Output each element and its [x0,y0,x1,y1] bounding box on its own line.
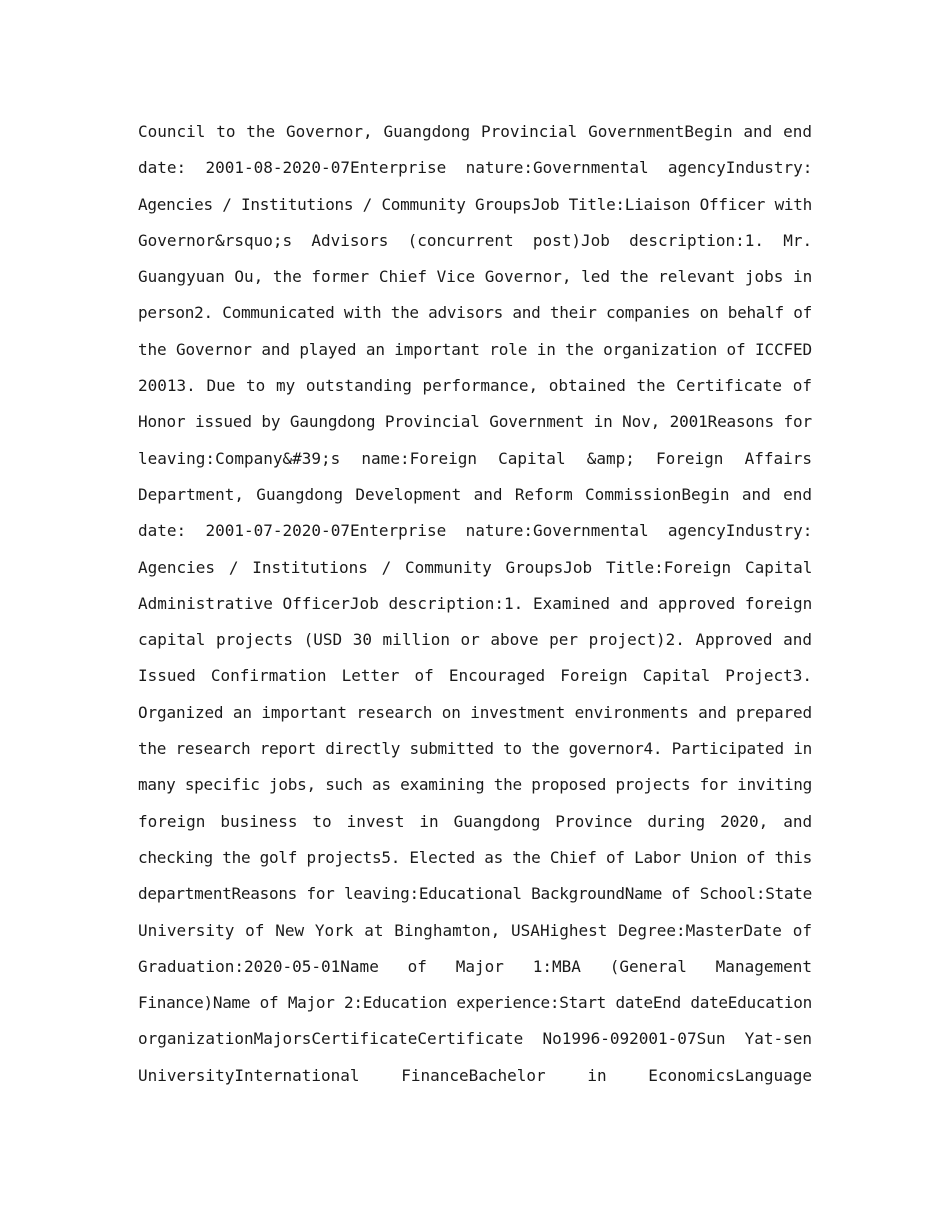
text-line: organizationMajorsCertificateCertificate No1996-092001-07Sun Yat-sen [138,1029,812,1049]
text-line: leaving:Company&#39;s name:Foreign Capital &amp; Foreign Affairs [138,448,812,468]
text-line: Honor issued by Gaungdong Provincial Government in Nov, 2001Reasons for [138,412,812,432]
text-line: Department, Guangdong Development and Reform CommissionBegin and end [138,484,812,504]
text-line: capital projects (USD 30 million or above per project)2. Approved and [138,630,812,650]
text-line: Agencies / Institutions / Community GroupsJob Title:Liaison Officer with [138,194,812,214]
text-line: 20013. Due to my outstanding performance, obtained the Certificate of [138,376,812,396]
text-line: UniversityInternational FinanceBachelor in EconomicsLanguage [138,1065,812,1085]
text-line: Council to the Governor, Guangdong Provincial GovernmentBegin and end [138,122,812,141]
text-line: foreign business to invest in Guangdong Province during 2020, and [138,811,812,831]
text-line: the Governor and played an important role in the organization of ICCFED [138,339,812,359]
text-line: Agencies / Institutions / Community GroupsJob Title:Foreign Capital [138,557,812,577]
text-line: Graduation:2020-05-01Name of Major 1:MBA (General Management [138,956,812,976]
text-line: Guangyuan Ou, the former Chief Vice Governor, led the relevant jobs in [138,267,812,287]
text-line: Organized an important research on investment environments and prepared [138,702,812,722]
text-line: many specific jobs, such as examining the proposed projects for inviting [138,775,812,795]
text-line: date: 2001-07-2020-07Enterprise nature:Governmental agencyIndustry: [138,521,812,541]
body-text [138,114,812,1094]
text-line: University of New York at Binghamton, USAHighest Degree:MasterDate of [138,920,812,940]
text-line: departmentReasons for leaving:Educational BackgroundName of School:State [138,884,812,904]
text-line: date: 2001-08-2020-07Enterprise nature:Governmental agencyIndustry: [138,158,812,178]
text-line: Administrative OfficerJob description:1. Examined and approved foreign [138,593,812,613]
text-line: the research report directly submitted to the governor4. Participated in [138,739,812,759]
text-line: Issued Confirmation Letter of Encouraged Foreign Capital Project3. [138,666,812,686]
text-line: Finance)Name of Major 2:Education experience:Start dateEnd dateEducation [138,993,812,1013]
text-line: Governor&rsquo;s Advisors (concurrent post)Job description:1. Mr. [138,230,812,250]
text-line: checking the golf projects5. Elected as the Chief of Labor Union of this [138,847,812,867]
text-line: person2. Communicated with the advisors and their companies on behalf of [138,303,812,323]
